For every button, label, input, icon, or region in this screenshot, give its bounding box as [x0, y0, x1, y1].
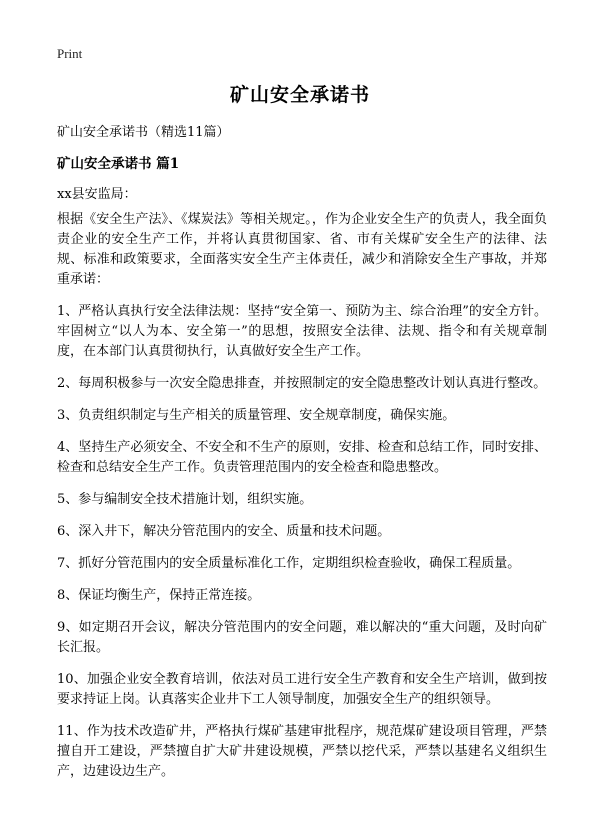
section-heading: 矿山安全承诺书 篇1 — [57, 156, 180, 172]
body-text — [57, 210, 547, 794]
intro-paragraph: 根据《安全生产法》、《煤炭法》等相关规定。，作为企业安全生产的负责人，我全面负责企业的安全生产工作，并将认真贯彻国家、省、市有关煤矿安全生产的法律、法规、标准和政策要求，全面落实安全生产主体责任，减少和消除安全生产事故，并郑重承诺： — [57, 212, 547, 287]
commitment-item-2: 2、每周积极参与一次安全隐患排查，并按照制定的安全隐患整改计划认真进行整改。 — [57, 376, 547, 391]
commitment-item-10: 10、加强企业安全教育培训，依法对员工进行安全生产教育和安全生产培训，做到按要求持证上岗。认真落实企业井下工人领导制度，加强安全生产的组织领导。 — [57, 672, 547, 707]
commitment-item-7: 7、抓好分管范围内的安全质量标准化工作，定期组织检查验收，确保工程质量。 — [57, 556, 521, 571]
commitment-item-9: 9、如定期召开会议，解决分管范围内的安全问题，难以解决的“重大问题，及时向矿长汇报。 — [57, 620, 547, 655]
commitment-item-11: 11、作为技术改造矿井，严格执行煤矿基建审批程序，规范煤矿建设项目管理，严禁擅自开工建设，严禁擅自扩大矿井建设规模，严禁以挖代采，严禁以基建名义组织生产，边建设边生产。 — [57, 724, 547, 779]
page-title: 矿山安全承诺书 — [229, 84, 370, 106]
recipient-line: xx县安监局： — [57, 187, 137, 202]
document-subtitle: 矿山安全承诺书（精选11篇） — [57, 125, 230, 140]
commitment-item-4: 4、坚持生产必须安全、不安全和不生产的原则，安排、检查和总结工作，同时安排、检查和总结安全生产工作。负责管理范围内的安全检查和隐患整改。 — [57, 440, 547, 475]
print-link[interactable]: Print — [57, 46, 83, 61]
commitment-item-1: 1、严格认真执行安全法律法规：坚持“安全第一、预防为主、综合治理”的安全方针。牢固树立“以人为本、安全第一”的思想，按照安全法律、法规、指令和有关规章制度，在本部门认真贯彻执行，认真做好安全生产工作。 — [57, 304, 547, 359]
commitment-item-6: 6、深入井下，解决分管范围内的安全、质量和技术问题。 — [57, 524, 391, 539]
commitment-item-5: 5、参与编制安全技术措施计划，组织实施。 — [57, 492, 313, 507]
commitment-item-8: 8、保证均衡生产，保持正常连接。 — [57, 588, 261, 603]
commitment-item-3: 3、负责组织制定与生产相关的质量管理、安全规章制度，确保实施。 — [57, 408, 456, 423]
